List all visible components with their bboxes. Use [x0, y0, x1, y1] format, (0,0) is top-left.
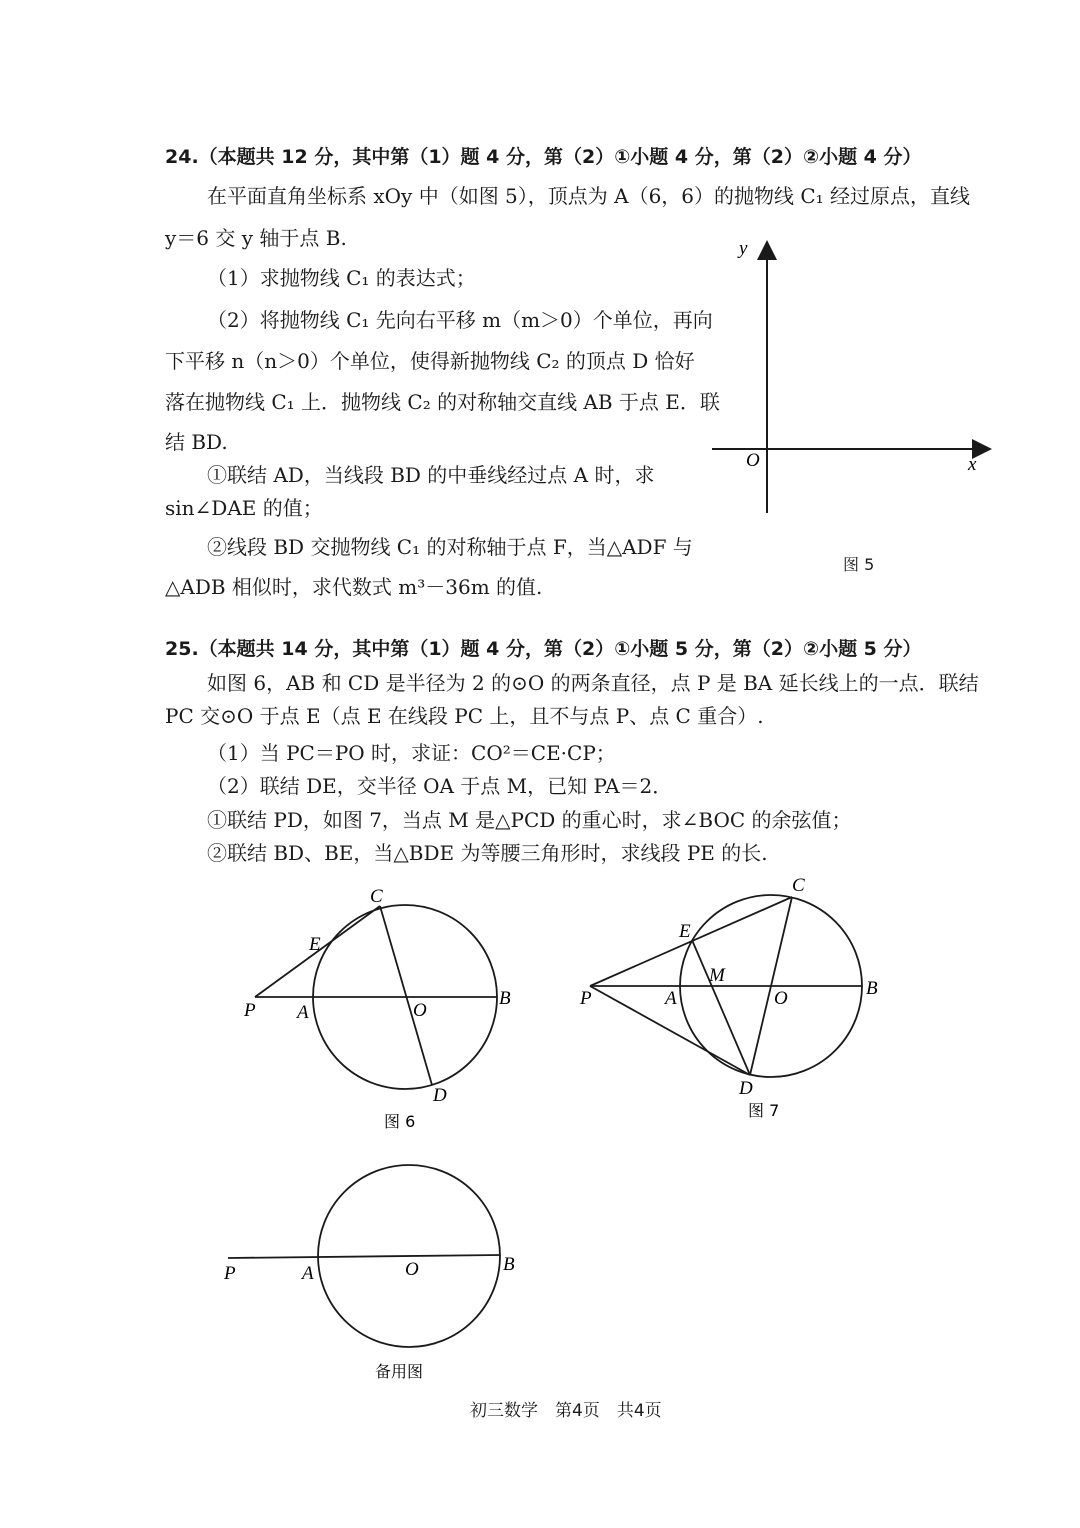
spare-line-pb	[228, 1255, 500, 1258]
q24-line-1: 在平面直角坐标系 xOy 中（如图 5），顶点为 A（6，6）的抛物线 C₁ 经过原点，直线	[207, 184, 971, 208]
fig5-caption: 图 5	[843, 555, 875, 574]
q25-line-2: PC 交⊙O 于点 E（点 E 在线段 PC 上，且不与点 P、点 C 重合）.	[165, 704, 764, 728]
q25-line-3: （1）当 PC＝PO 时，求证：CO²＝CE·CP；	[207, 741, 616, 765]
fig7-line-de	[692, 940, 750, 1075]
q24-header: 24.（本题共 12 分，其中第（1）题 4 分，第（2）①小题 4 分，第（2）②小题 4 分）	[165, 146, 922, 168]
fig6-label-o: O	[413, 1000, 427, 1021]
fig7-label-c: C	[792, 875, 805, 896]
fig6-diameter-cd	[380, 906, 432, 1085]
fig7-line-pc	[590, 897, 792, 986]
figure-spare	[228, 1165, 500, 1347]
spare-label-p: P	[224, 1263, 236, 1284]
fig7-caption: 图 7	[748, 1101, 780, 1120]
fig7-label-b: B	[866, 978, 878, 999]
figure-5	[712, 242, 990, 513]
q24-line-10: ②线段 BD 交抛物线 C₁ 的对称轴于点 F，当△ADF 与	[207, 535, 693, 559]
q24-line-2: y＝6 交 y 轴于点 B.	[165, 226, 347, 250]
q25-line-6: ②联结 BD、BE，当△BDE 为等腰三角形时，求线段 PE 的长.	[207, 841, 768, 865]
fig6-label-p: P	[244, 1000, 256, 1021]
fig6-label-d: D	[433, 1085, 447, 1106]
q24-line-11: △ADB 相似时，求代数式 m³－36m 的值.	[165, 575, 543, 599]
q24-line-6: 落在抛物线 C₁ 上．抛物线 C₂ 的对称轴交直线 AB 于点 E．联	[165, 390, 720, 414]
fig6-label-a: A	[297, 1002, 309, 1023]
q24-line-7: 结 BD.	[165, 430, 228, 454]
fig7-label-p: P	[580, 988, 592, 1009]
fig5-x-label: x	[968, 454, 977, 475]
fig7-label-o: O	[774, 988, 788, 1009]
q25-line-1: 如图 6，AB 和 CD 是半径为 2 的⊙O 的两条直径，点 P 是 BA 延长线上的一点．联结	[207, 671, 979, 695]
fig7-label-a: A	[665, 988, 677, 1009]
fig6-label-c: C	[370, 886, 383, 907]
spare-label-b: B	[503, 1254, 515, 1275]
q25-line-5: ①联结 PD，如图 7，当点 M 是△PCD 的重心时，求∠BOC 的余弦值；	[207, 808, 852, 832]
q25-header: 25.（本题共 14 分，其中第（1）题 4 分，第（2）①小题 5 分，第（2）②小题 5 分）	[165, 638, 922, 660]
spare-label-a: A	[302, 1263, 314, 1284]
page-footer: 初三数学 第4页 共4页	[470, 1401, 662, 1421]
fig6-caption: 图 6	[384, 1112, 416, 1131]
figure-6	[255, 905, 497, 1089]
q24-line-9: sin∠DAE 的值；	[165, 496, 323, 520]
fig7-label-e: E	[679, 921, 691, 942]
fig5-y-label: y	[739, 238, 748, 259]
q24-line-5: 下平移 n（n＞0）个单位，使得新抛物线 C₂ 的顶点 D 恰好	[165, 349, 695, 373]
fig7-label-d: D	[739, 1078, 753, 1099]
q25-line-4: （2）联结 DE，交半径 OA 于点 M，已知 PA＝2．	[207, 774, 673, 798]
q24-line-4: （2）将抛物线 C₁ 先向右平移 m（m＞0）个单位，再向	[207, 308, 713, 332]
q24-line-8: ①联结 AD，当线段 BD 的中垂线经过点 A 时，求	[207, 463, 655, 487]
fig6-label-e: E	[309, 934, 321, 955]
spare-caption: 备用图	[375, 1362, 424, 1381]
fig6-label-b: B	[499, 988, 511, 1009]
fig7-label-m: M	[709, 965, 725, 986]
figure-7	[590, 895, 862, 1077]
q24-line-3: （1）求抛物线 C₁ 的表达式；	[207, 266, 476, 290]
fig5-origin-label: O	[746, 450, 760, 471]
spare-label-o: O	[405, 1259, 419, 1280]
